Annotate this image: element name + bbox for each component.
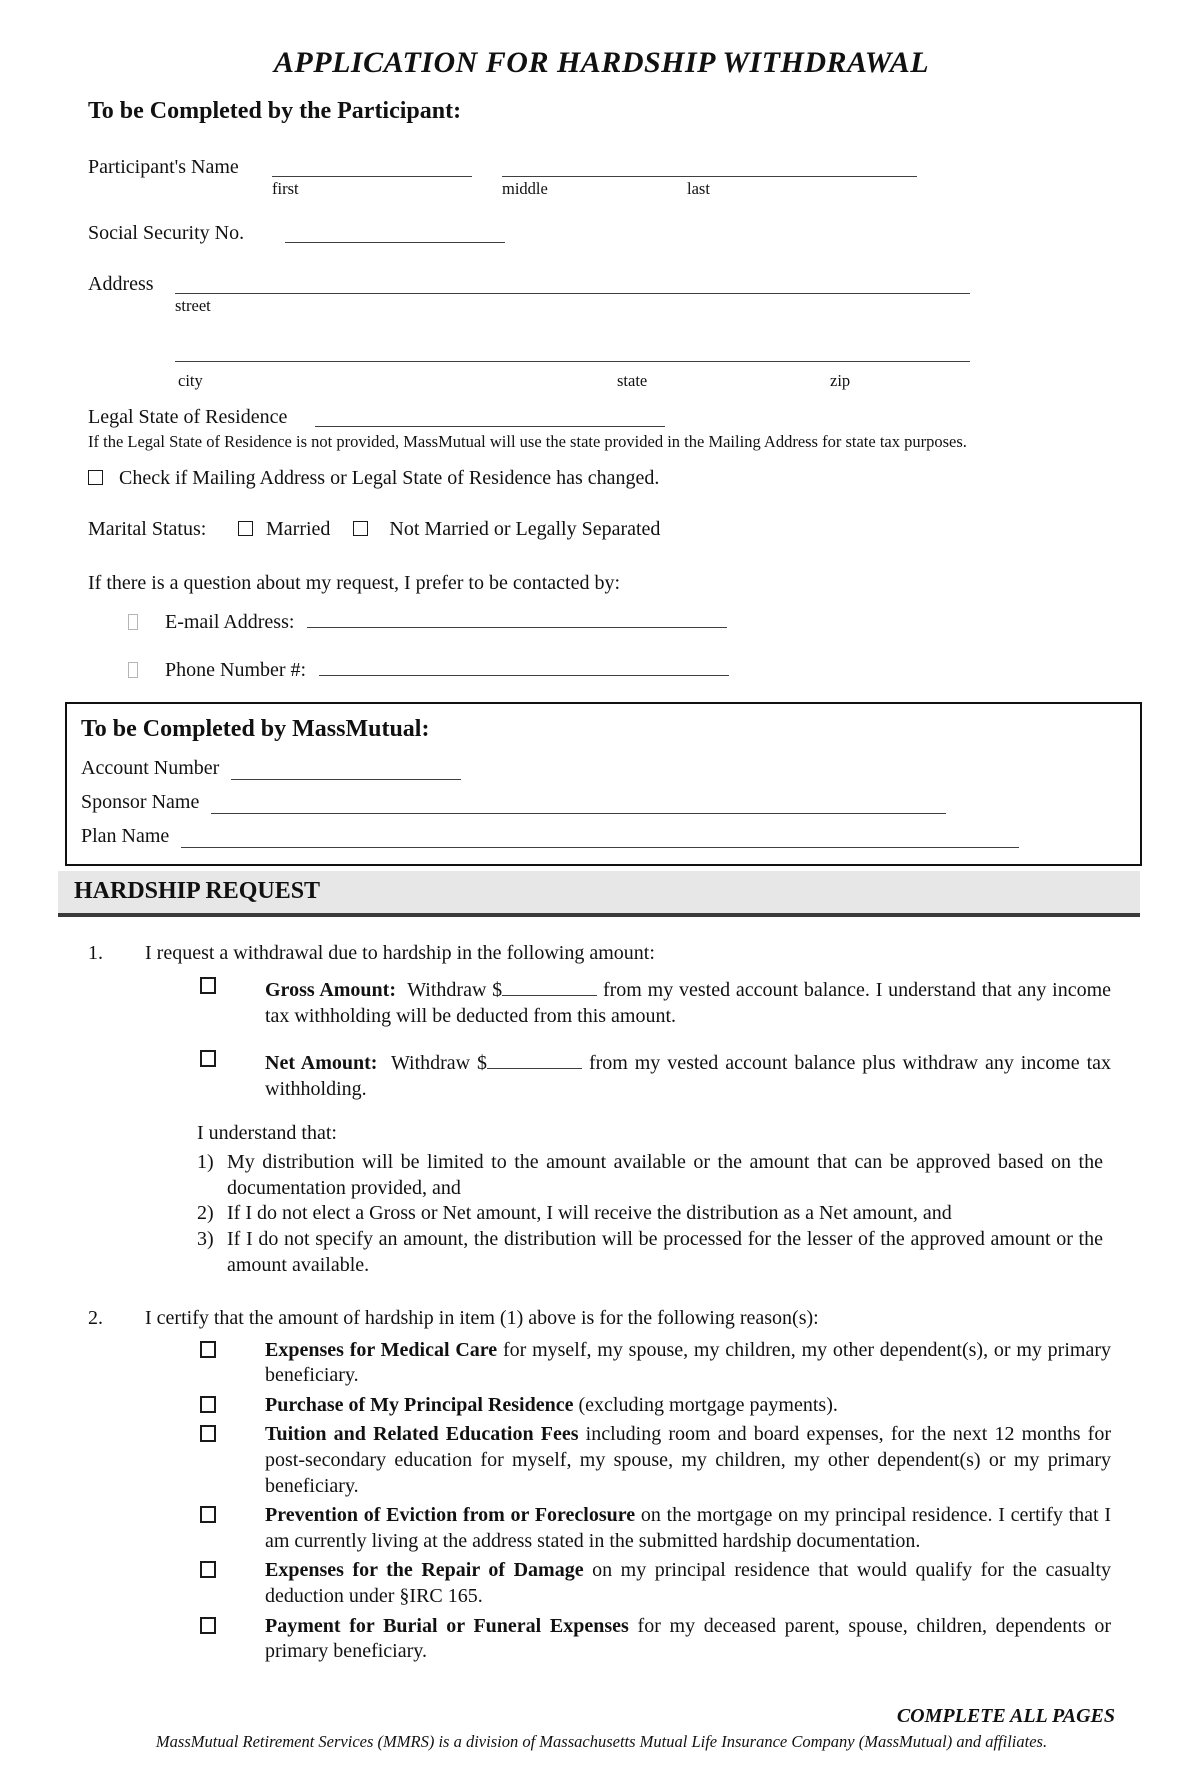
understand-item-3-text: If I do not specify an amount, the distribution will be processed for the lesser of the approved amount or the amount available. (227, 1227, 1103, 1276)
address-street-row (88, 272, 1115, 316)
net-amount-blank[interactable] (487, 1047, 582, 1069)
last-name-line[interactable] (687, 155, 917, 177)
reason-tuition-rest: including room and board expenses, for the next 12 months for post-secondary education for myself, my spouse, my children, my other dependent(s) or my primary beneficiary. (265, 1423, 1111, 1497)
reason-tuition-text (265, 1422, 1111, 1499)
email-checkbox[interactable] (128, 614, 138, 630)
hardship-request-heading: HARDSHIP REQUEST (74, 877, 321, 904)
understand-item-2-number: 2) (197, 1202, 214, 1225)
middle-name-col (502, 155, 687, 199)
legal-state-note: If the Legal State of Residence is not provided, MassMutual will use the state provided in the Mailing Address for state tax purposes. (88, 431, 967, 451)
reason-medical-care-bold: Expenses for Medical Care (265, 1338, 498, 1361)
gross-amount-post: from my vested account balance. I understand that any income tax withholding will be deducted from this amount. (265, 979, 1112, 1027)
page-title: APPLICATION FOR HARDSHIP WITHDRAWAL (273, 46, 930, 79)
address-changed-checkbox[interactable] (88, 470, 103, 485)
understand-item-2-text: If I do not elect a Gross or Net amount, I will receive the distribution as a Net amount, and (227, 1202, 952, 1225)
page-footer (88, 1705, 1115, 1752)
participant-section-heading: To be Completed by the Participant: (88, 98, 462, 124)
first-name-sublabel: first (272, 179, 299, 198)
plan-name-label: Plan Name (81, 824, 170, 847)
account-number-row (81, 757, 1126, 780)
item2 (88, 1306, 1115, 1332)
sponsor-name-label: Sponsor Name (81, 790, 200, 813)
hardship-reasons-list (88, 1338, 1115, 1665)
understand-item-3-number: 3) (197, 1227, 214, 1250)
address-changed-row (88, 466, 1115, 492)
first-name-line[interactable] (272, 155, 472, 177)
reason-principal-residence-bold: Purchase of My Principal Residence (265, 1393, 574, 1416)
reason-eviction-foreclosure-text (265, 1503, 1111, 1554)
hardship-request-bar (58, 871, 1140, 917)
account-number-label: Account Number (81, 756, 220, 779)
reason-eviction-foreclosure-bold: Prevention of Eviction from or Foreclosure (265, 1504, 636, 1527)
reason-tuition (200, 1422, 1115, 1499)
marital-status-row (88, 517, 1115, 543)
reason-repair-damage-rest: on my principal residence that would qualify for the casualty deduction under §IRC 165. (265, 1559, 1112, 1608)
reason-medical-care (200, 1338, 1115, 1389)
plan-name-line[interactable] (181, 826, 1019, 848)
sponsor-name-row (81, 791, 1126, 814)
participant-name-label: Participant's Name (88, 156, 239, 178)
ssn-label: Social Security No. (88, 221, 245, 244)
understand-item-2 (197, 1201, 1115, 1227)
reason-tuition-checkbox[interactable] (200, 1425, 216, 1442)
understand-item-1-number: 1) (197, 1151, 214, 1174)
massmutual-section-box (65, 702, 1142, 866)
first-name-col (272, 155, 472, 199)
item1 (88, 941, 1115, 967)
net-amount-option (200, 1047, 1115, 1102)
middle-name-sublabel: middle (502, 179, 548, 198)
reason-burial-funeral-bold: Payment for Burial or Funeral Expenses (265, 1614, 629, 1637)
reason-burial-funeral (200, 1614, 1115, 1665)
complete-all-pages-note: COMPLETE ALL PAGES (896, 1704, 1115, 1727)
reason-burial-funeral-rest: for my deceased parent, spouse, children, dependents or primary beneficiary. (265, 1614, 1111, 1663)
not-married-label: Not Married or Legally Separated (389, 518, 661, 541)
married-checkbox[interactable] (238, 521, 253, 536)
gross-amount-checkbox[interactable] (200, 977, 216, 994)
sponsor-name-line[interactable] (211, 792, 946, 814)
gross-amount-blank[interactable] (502, 974, 597, 996)
city-state-zip-line[interactable] (175, 340, 970, 362)
net-amount-bold: Net Amount: (265, 1052, 378, 1075)
gross-amount-pre: Withdraw $ (407, 979, 503, 1002)
reason-burial-funeral-text (265, 1614, 1111, 1665)
address-changed-label: Check if Mailing Address or Legal State of Residence has changed. (119, 466, 660, 489)
reason-repair-damage-text (265, 1558, 1111, 1609)
reason-principal-residence (200, 1393, 1115, 1419)
phone-checkbox[interactable] (128, 662, 138, 678)
item1-text: I request a withdrawal due to hardship in the following amount: (145, 941, 655, 964)
phone-label: Phone Number #: (165, 658, 307, 681)
reason-medical-care-text (265, 1338, 1111, 1389)
gross-amount-option (200, 974, 1115, 1029)
net-amount-text (265, 1047, 1111, 1102)
contact-preference-intro: If there is a question about my request, I prefer to be contacted by: (88, 571, 621, 594)
city-sublabel: city (178, 370, 203, 390)
ssn-line[interactable] (285, 221, 505, 243)
address-label: Address (88, 272, 154, 295)
reason-eviction-foreclosure-rest: on the mortgage on my principal residence. I certify that I am currently living at the address stated in the submitted hardship documentation. (265, 1504, 1111, 1552)
account-number-line[interactable] (231, 758, 461, 780)
understand-item-1-text: My distribution will be limited to the amount available or the amount that can be approved based on the documentation provided, and (227, 1151, 1103, 1199)
massmutual-section-heading: To be Completed by MassMutual: (81, 715, 430, 742)
middle-name-line[interactable] (502, 155, 687, 177)
email-row (128, 606, 1115, 636)
address-block (88, 272, 1115, 389)
reason-medical-care-rest: for myself, my spouse, my children, my other dependent(s), or my primary beneficiary. (265, 1338, 1111, 1387)
understand-item-3 (197, 1227, 1115, 1278)
reason-repair-damage (200, 1558, 1115, 1609)
plan-name-row (81, 825, 1126, 848)
reason-repair-damage-bold: Expenses for the Repair of Damage (265, 1559, 584, 1582)
phone-line[interactable] (319, 654, 729, 676)
reason-principal-residence-checkbox[interactable] (200, 1396, 216, 1413)
address-sublabels (175, 367, 1115, 389)
legal-state-row (88, 405, 1115, 430)
ssn-row (88, 221, 1115, 246)
zip-sublabel: zip (830, 370, 851, 390)
marital-status-label: Marital Status: (88, 518, 207, 541)
reason-eviction-foreclosure (200, 1503, 1115, 1554)
reason-medical-care-checkbox[interactable] (200, 1341, 216, 1358)
understand-intro: I understand that: (197, 1121, 337, 1144)
email-label: E-mail Address: (165, 611, 295, 634)
married-label: Married (266, 518, 331, 541)
last-name-col (687, 155, 917, 199)
street-line[interactable] (175, 272, 970, 294)
understand-list (197, 1121, 1115, 1279)
reason-tuition-bold: Tuition and Related Education Fees (265, 1423, 579, 1446)
reason-principal-residence-rest: (excluding mortgage payments). (578, 1393, 838, 1416)
phone-row (128, 654, 1115, 684)
street-sublabel: street (175, 295, 211, 315)
reason-eviction-foreclosure-checkbox[interactable] (200, 1506, 216, 1523)
reason-burial-funeral-checkbox[interactable] (200, 1617, 216, 1634)
footer-disclaimer: MassMutual Retirement Services (MMRS) is a division of Massachusetts Mutual Life Insurance Company (MassMutual) and affiliates. (155, 1731, 1048, 1751)
reason-repair-damage-checkbox[interactable] (200, 1561, 216, 1578)
not-married-checkbox[interactable] (353, 521, 368, 536)
net-amount-checkbox[interactable] (200, 1050, 216, 1067)
item2-number: 2. (88, 1307, 103, 1330)
item1-number: 1. (88, 941, 103, 964)
last-name-sublabel: last (687, 179, 710, 198)
legal-state-line[interactable] (315, 405, 665, 427)
legal-state-label: Legal State of Residence (88, 405, 288, 428)
address-city-row (175, 340, 1115, 389)
item2-text: I certify that the amount of hardship in item (1) above is for the following reason(s): (145, 1307, 819, 1330)
gross-amount-text (265, 974, 1111, 1029)
gross-amount-bold: Gross Amount: (265, 979, 396, 1002)
email-line[interactable] (307, 606, 727, 628)
state-sublabel: state (617, 370, 648, 390)
street-col (175, 272, 970, 316)
understand-item-1 (197, 1150, 1115, 1201)
net-amount-post: from my vested account balance plus withdraw any income tax withholding. (265, 1052, 1112, 1100)
reason-principal-residence-text (265, 1393, 1111, 1419)
net-amount-pre: Withdraw $ (390, 1052, 488, 1075)
participant-name-row (88, 155, 1115, 199)
